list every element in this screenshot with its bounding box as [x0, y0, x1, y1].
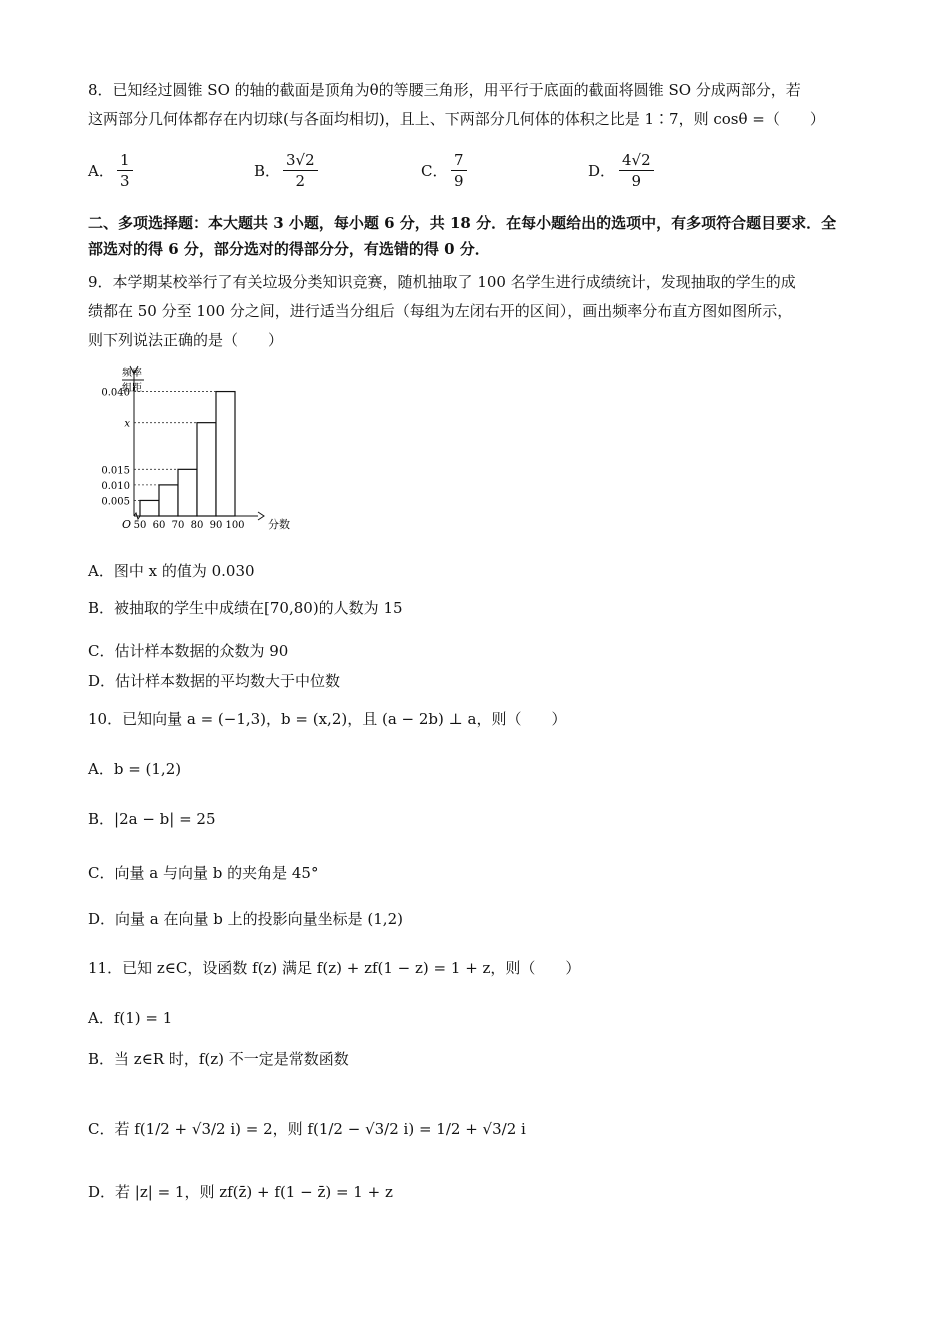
histogram-bar [159, 485, 178, 516]
option-8d-denominator: 9 [631, 172, 642, 190]
x-tick-label: 80 [190, 520, 204, 531]
option-8c-label: C． [421, 162, 448, 180]
y-tick-label: 0.010 [101, 480, 130, 492]
x-tick-label: 90 [209, 520, 223, 531]
option-8d-numerator: 4√2 [619, 150, 654, 171]
option-8a-numerator: 1 [117, 150, 133, 171]
histogram-layer [101, 366, 290, 531]
option-11a: A．f(1) = 1 [88, 1009, 173, 1027]
y-label-bottom: 组距 [122, 383, 142, 394]
option-9b: B．被抽取的学生中成绩在[70,80)的人数为 15 [88, 599, 403, 617]
option-8c-numerator: 7 [451, 150, 467, 171]
y-tick-label: x [124, 418, 130, 430]
option-8a-fraction [117, 150, 133, 191]
option-8a-label: A． [88, 162, 114, 180]
question-8-line-2: 这两部分几何体都存在内切球(与各面均相切)，且上、下两部分几何体的体积之比是 1∶7，则 cosθ =（ ） [88, 110, 825, 128]
histogram-bar [178, 469, 197, 516]
option-10b: B．|2a − b| = 25 [88, 810, 216, 828]
option-10a: A．b = (1,2) [88, 760, 182, 778]
option-10d: D．向量 a 在向量 b 上的投影向量坐标是 (1,2) [88, 910, 403, 928]
option-8b-numerator: 3√2 [283, 150, 318, 171]
question-8-stem [88, 76, 868, 134]
y-tick-label: 0.040 [101, 387, 130, 399]
option-8a-denominator: 3 [120, 172, 130, 190]
frequency-histogram [88, 364, 308, 542]
option-11d: D．若 |z| = 1，则 zf(z̄) + f(1 − z̄) = 1 + z [88, 1183, 393, 1201]
option-11b: B．当 z∈R 时，f(z) 不一定是常数函数 [88, 1050, 349, 1068]
option-8b-fraction [283, 150, 318, 191]
option-9d: D．估计样本数据的平均数大于中位数 [88, 672, 341, 690]
option-11c: C．若 f(1/2 + √3/2 i) = 2，则 f(1/2 − √3/2 i) = 1/2 + √3/2 i [88, 1120, 526, 1138]
question-9-line-3: 则下列说法正确的是（ ） [88, 331, 284, 349]
section-2-line-2: 部选对的得 6 分，部分选对的得部分分，有选错的得 0 分． [88, 240, 490, 258]
option-8d-label: D． [588, 162, 616, 180]
y-tick-label: 0.015 [101, 465, 130, 477]
option-8b-denominator: 2 [295, 172, 306, 190]
x-tick-label: 50 [133, 520, 147, 531]
histogram-bar [140, 500, 159, 516]
question-9-line-1: 9．本学期某校举行了有关垃圾分类知识竞赛，随机抽取了 100 名学生进行成绩统计，发现抽取的学生的成 [88, 273, 796, 291]
question-9-line-2: 绩都在 50 分至 100 分之间，进行适当分组后（每组为左闭右开的区间），画出频率分布直方图如图所示， [88, 302, 793, 320]
y-tick-label: 0.005 [101, 496, 130, 508]
question-10-stem: 10．已知向量 a = (−1,3)，b = (x,2)，且 (a − 2b) ⊥ a，则（ ） [88, 710, 567, 728]
option-8c-denominator: 9 [454, 172, 464, 190]
x-axis-arrow [258, 512, 264, 520]
origin-label: O [122, 518, 132, 531]
option-9a: A．图中 x 的值为 0.030 [88, 562, 255, 580]
question-9-stem [88, 268, 868, 355]
question-8-line-1: 8．已知经过圆锥 SO 的轴的截面是顶角为θ的等腰三角形，用平行于底面的截面将圆锥 SO 分成两部分，若 [88, 81, 801, 99]
x-tick-label: 60 [152, 520, 166, 531]
x-tick-label: 100 [225, 520, 245, 531]
section-2-header [88, 210, 868, 262]
histogram-bar [216, 392, 235, 516]
option-8c-fraction [451, 150, 467, 191]
x-axis-label: 分数 [268, 518, 290, 531]
y-label-top: 频率 [122, 368, 142, 379]
option-10c: C．向量 a 与向量 b 的夹角是 45° [88, 864, 319, 882]
section-2-line-1: 二、多项选择题：本大题共 3 小题，每小题 6 分，共 18 分．在每小题给出的选项中，有多项符合题目要求．全 [88, 214, 837, 232]
histogram-bar [197, 423, 216, 516]
option-8d-fraction [619, 150, 654, 191]
option-9c: C．估计样本数据的众数为 90 [88, 642, 289, 660]
option-8b-label: B． [254, 162, 281, 180]
question-11-stem: 11．已知 z∈C，设函数 f(z) 满足 f(z) + zf(1 − z) = 1 + z，则（ ） [88, 959, 581, 977]
x-tick-label: 70 [171, 520, 185, 531]
